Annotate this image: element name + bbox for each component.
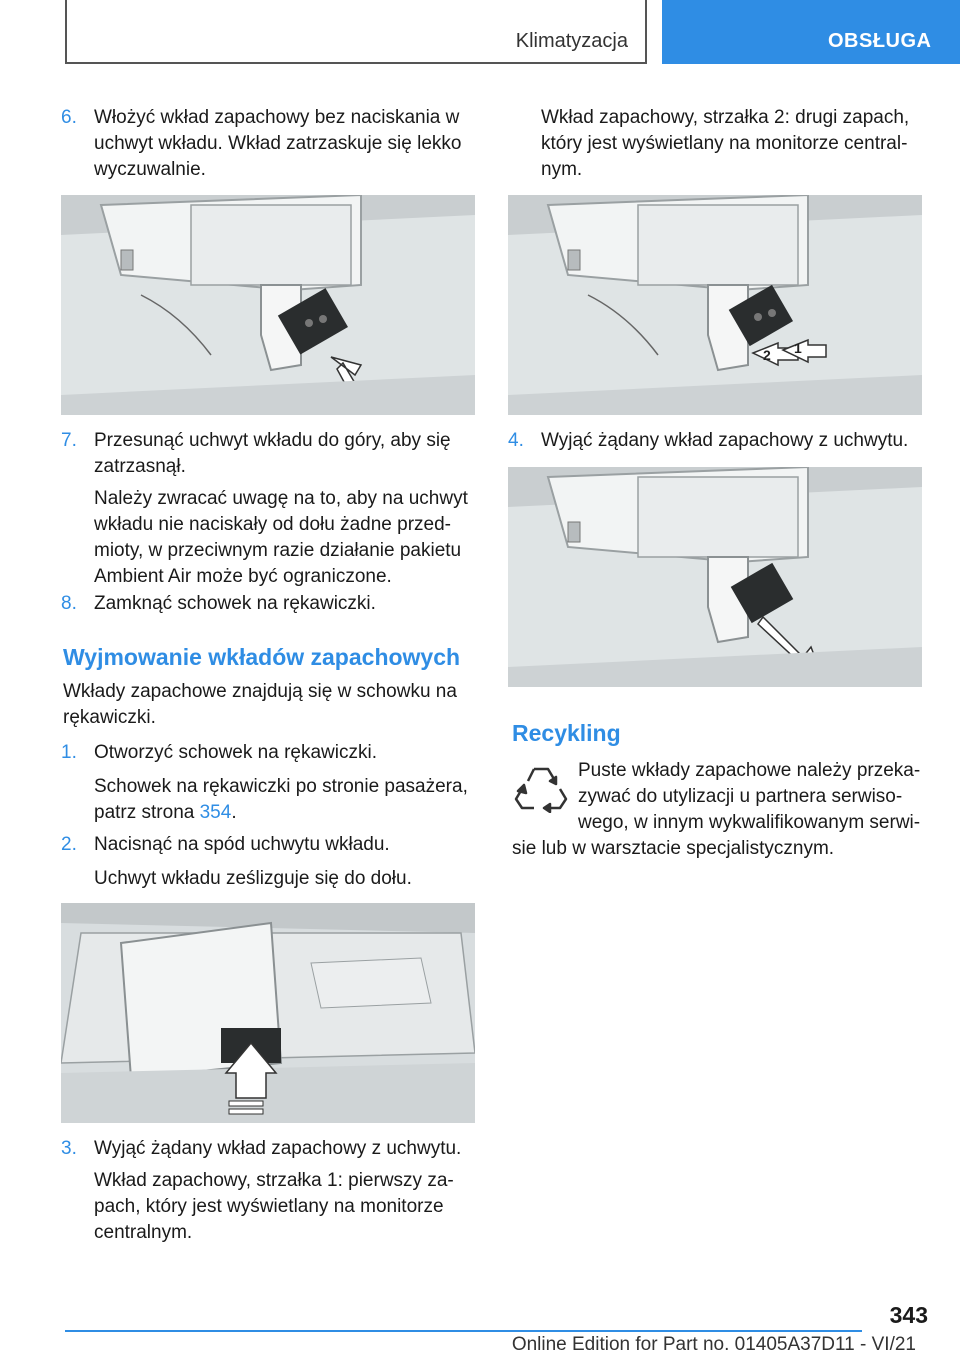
step-number: 3. bbox=[61, 1138, 77, 1159]
figure-press-holder bbox=[61, 903, 475, 1123]
footer-edition: Online Edition for Part no. 01405A37D11 - VI/21 bbox=[511, 1334, 916, 1355]
step-3-note bbox=[94, 1168, 454, 1246]
step-7-note bbox=[94, 486, 468, 590]
removal-intro bbox=[63, 679, 457, 731]
step-text: Nacisnąć na spód uchwytu wkładu. bbox=[94, 834, 390, 855]
step-text: Wyjąć żądany wkład zapachowy z uchwytu. bbox=[541, 430, 909, 451]
recycling-line: wego, w innym wykwalifikowanym serwi- bbox=[578, 812, 921, 833]
note-line: wkładu nie naciskały od dołu żadne przed- bbox=[94, 514, 451, 535]
step-number: 7. bbox=[61, 430, 77, 451]
step-number: 6. bbox=[61, 107, 77, 128]
step-1-note bbox=[94, 774, 468, 826]
step-text: Przesunąć uchwyt wkładu do góry, aby się bbox=[94, 430, 451, 451]
recycling-text-last: sie lub w warsztacie specjalistycznym. bbox=[512, 838, 835, 859]
step-number: 2. bbox=[61, 834, 77, 855]
note-line: który jest wyświetlany na monitorze central- bbox=[541, 133, 908, 154]
note-line: Wkład zapachowy, strzałka 2: drugi zapach, bbox=[541, 107, 910, 128]
note-line: Schowek na rękawiczki po stronie pasażera, bbox=[94, 776, 468, 797]
header-section-title: Klimatyzacja bbox=[515, 30, 628, 52]
step-2-note: Uchwyt wkładu ześlizguje się do dołu. bbox=[94, 868, 412, 889]
arrow-label-1: 1 bbox=[794, 340, 802, 356]
recycling-line: zywać do utylizacji u partnera serwiso- bbox=[578, 786, 903, 807]
header-tab-label: OBSŁUGA bbox=[828, 30, 932, 52]
note-line: nym. bbox=[541, 159, 583, 180]
intro-line: rękawiczki. bbox=[63, 707, 156, 728]
section-heading-removal: Wyjmowanie wkładów zapachowych bbox=[63, 644, 461, 670]
note-text: patrz strona bbox=[94, 802, 200, 823]
note-line: Wkład zapachowy, strzałka 1: pierwszy za- bbox=[94, 1170, 454, 1191]
figure-remove-cartridge bbox=[508, 467, 922, 687]
step-text: Wyjąć żądany wkład zapachowy z uchwytu. bbox=[94, 1138, 462, 1159]
step-number: 4. bbox=[508, 430, 524, 451]
header-tab[interactable] bbox=[662, 0, 960, 64]
arrow-2-note bbox=[541, 105, 909, 183]
recycling-line: Puste wkłady zapachowe należy przeka- bbox=[578, 760, 921, 781]
step-text: Zamknąć schowek na rękawiczki. bbox=[94, 593, 376, 614]
recycle-icon bbox=[514, 763, 568, 813]
step-number: 8. bbox=[61, 593, 77, 614]
footer-divider bbox=[65, 1330, 862, 1332]
arrow-label-2: 2 bbox=[763, 347, 771, 363]
note-line: centralnym. bbox=[94, 1222, 193, 1243]
note-text: . bbox=[231, 802, 237, 823]
step-text: wyczuwalnie. bbox=[94, 159, 206, 180]
recycling-text-indented bbox=[578, 758, 920, 836]
step-number: 1. bbox=[61, 742, 77, 763]
note-line: mioty, w przeciwnym razie działanie pakietu bbox=[94, 540, 462, 561]
step-text: zatrzasnął. bbox=[94, 456, 186, 477]
step-text: Włożyć wkład zapachowy bez naciskania w bbox=[94, 107, 460, 128]
page-link-354[interactable]: 354 bbox=[199, 802, 232, 823]
figure-insert-cartridge bbox=[61, 195, 475, 415]
step-text: Otworzyć schowek na rękawiczki. bbox=[94, 742, 377, 763]
figure-arrows-1-2 bbox=[508, 195, 922, 415]
note-line: pach, który jest wyświetlany na monitorze bbox=[94, 1196, 444, 1217]
step-text: uchwyt wkładu. Wkład zatrzaskuje się lekko bbox=[94, 133, 462, 154]
note-line: Należy zwracać uwagę na to, aby na uchwyt bbox=[94, 488, 468, 509]
intro-line: Wkłady zapachowe znajdują się w schowku na bbox=[63, 681, 457, 702]
page-number: 343 bbox=[889, 1302, 928, 1328]
note-line: Ambient Air może być ograniczone. bbox=[94, 566, 392, 587]
section-heading-recycling: Recykling bbox=[512, 720, 621, 746]
